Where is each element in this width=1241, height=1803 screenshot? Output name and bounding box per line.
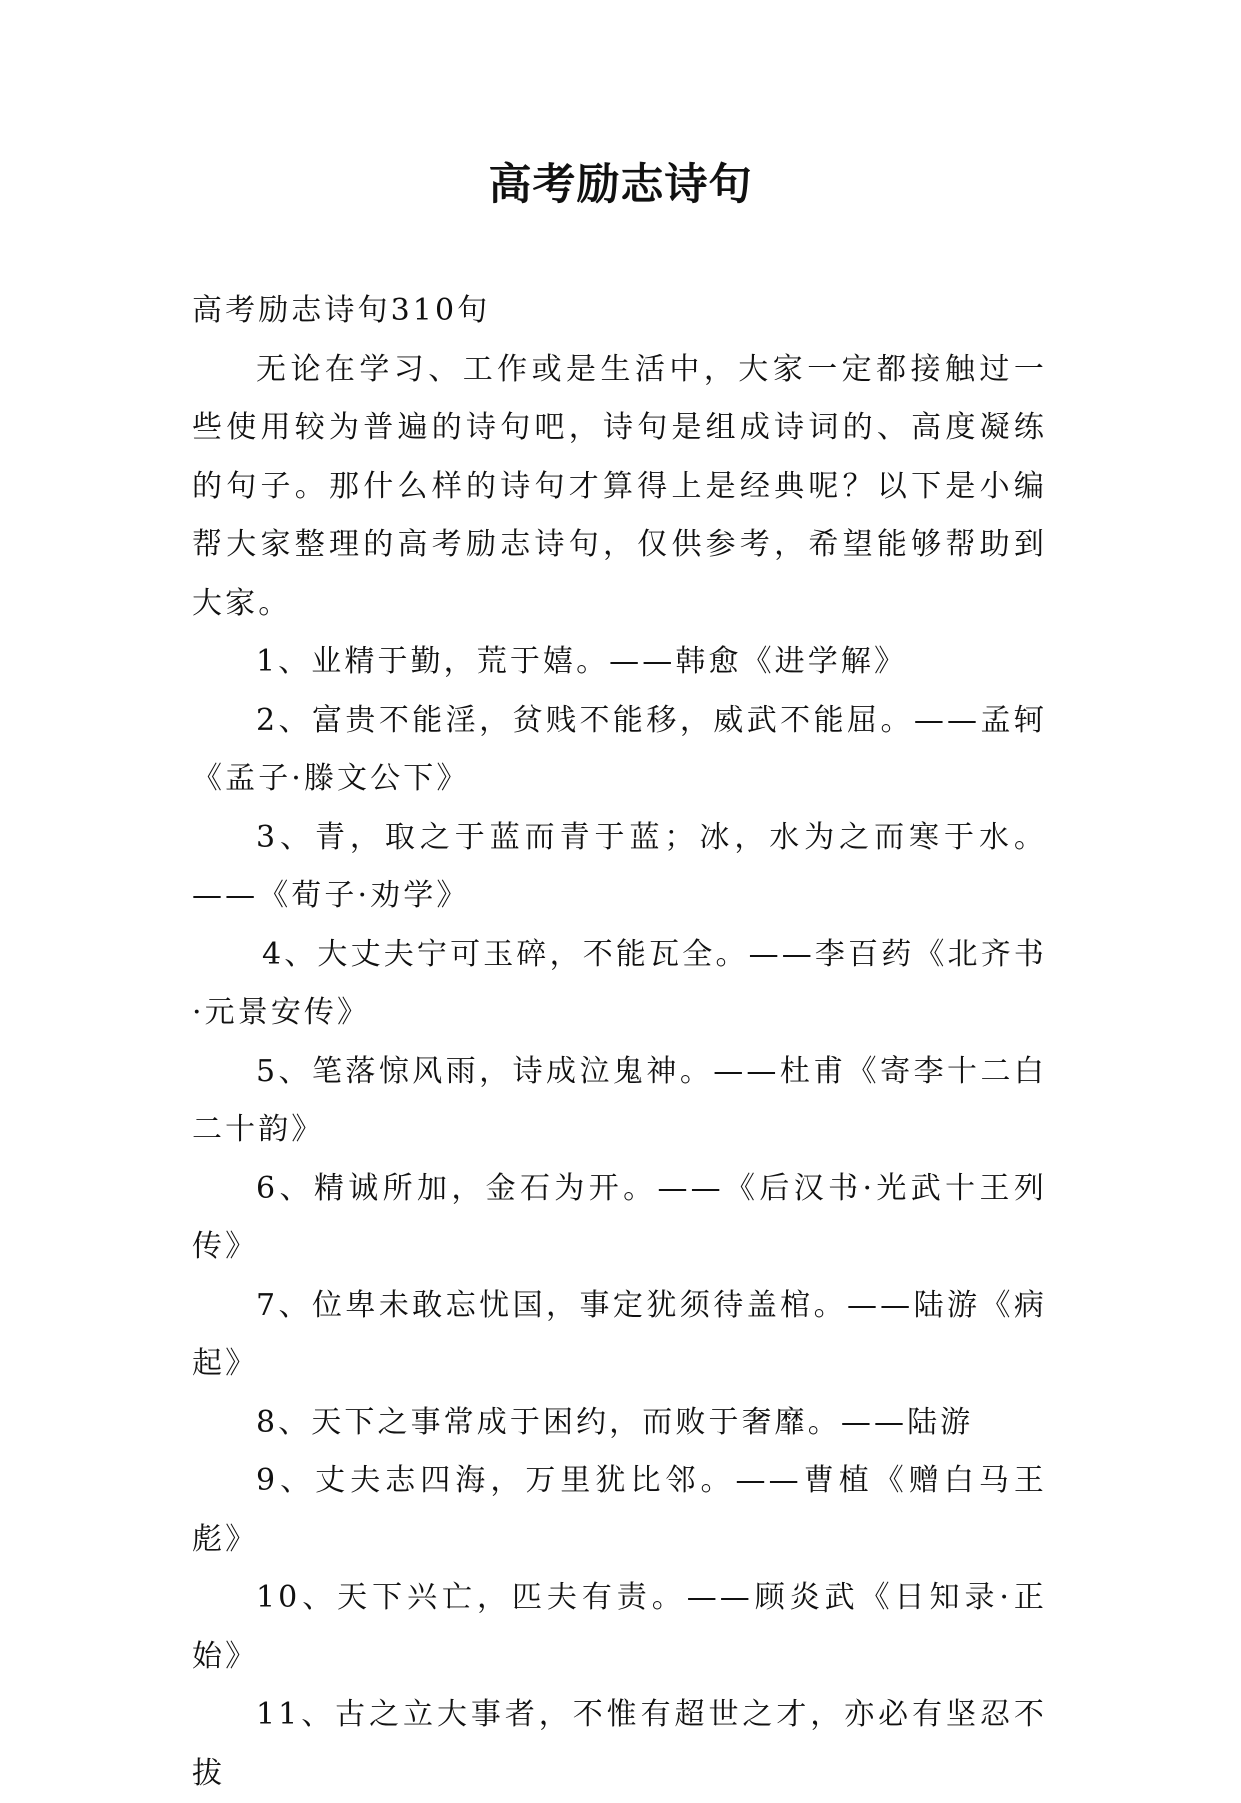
intro-paragraph: 无论在学习、工作或是生活中，大家一定都接触过一些使用较为普遍的诗句吧，诗句是组成诗词的、高度凝练的句子。那什么样的诗句才算得上是经典呢？以下是小编帮大家整理的高考励志诗句，仅供参考，希望能够帮助到大家。: [192, 351, 1047, 621]
poem-item-8: 8、天下之事常成于困约，而败于奢靡。——陆游: [256, 1404, 974, 1440]
poem-item-3: 3、青，取之于蓝而青于蓝；冰，水为之而寒于水。——《荀子·劝学》: [192, 819, 1047, 913]
poem-item-9: 9、丈夫志四海，万里犹比邻。——曹植《赠白马王彪》: [192, 1463, 1047, 1557]
poem-item-7: 7、位卑未敢忘忧国，事定犹须待盖棺。——陆游《病起》: [192, 1287, 1047, 1381]
poem-item-10: 10、天下兴亡，匹夫有责。——顾炎武《日知录·正始》: [192, 1580, 1047, 1674]
poem-item-1: 1、业精于勤，荒于嬉。——韩愈《进学解》: [256, 644, 908, 679]
document-subtitle: 高考励志诗句310句: [192, 293, 491, 328]
poem-item-4: 4、大丈夫宁可玉碎，不能瓦全。——李百药《北齐书·元景安传》: [192, 936, 1047, 1030]
document-body: [192, 282, 1047, 1803]
poem-item-11: 11、古之立大事者，不惟有超世之才，亦必有坚忍不拔: [192, 1697, 1047, 1791]
poem-item-6: 6、精诚所加，金石为开。——《后汉书·光武十王列传》: [192, 1170, 1047, 1264]
poem-item-2: 2、富贵不能淫，贫贱不能移，威武不能屈。——孟轲《孟子·滕文公下》: [192, 702, 1047, 796]
poem-item-5: 5、笔落惊风雨，诗成泣鬼神。——杜甫《寄李十二白二十韵》: [192, 1053, 1047, 1147]
document-title: 高考励志诗句: [488, 160, 753, 210]
